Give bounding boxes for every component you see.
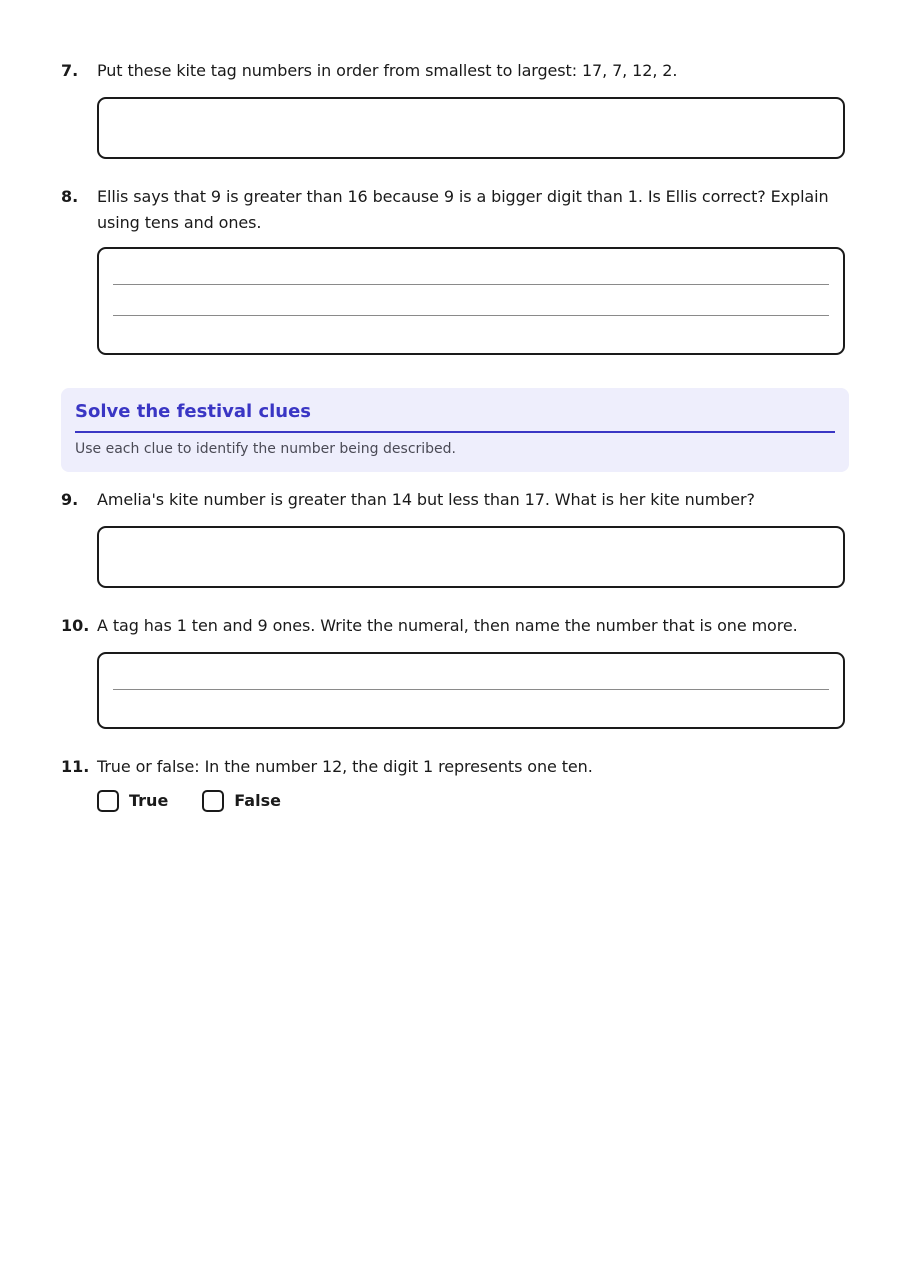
question-9 (61, 487, 849, 513)
true-option[interactable] (97, 789, 168, 813)
question-text: True or false: In the number 12, the digit 1 represents one ten. (97, 757, 593, 776)
section-divider (75, 431, 835, 433)
question-number: 8. (61, 187, 79, 206)
writing-line (113, 689, 829, 690)
true-label: True (129, 791, 169, 810)
question-number: 10. (61, 616, 90, 635)
answer-box-9[interactable] (97, 526, 845, 588)
false-label: False (234, 791, 281, 810)
answer-box-7[interactable] (97, 97, 845, 159)
question-text: Ellis says that 9 is greater than 16 because 9 is a bigger digit than 1. Is Ellis correct? Explain using tens and ones. (97, 187, 829, 232)
writing-line (113, 284, 829, 285)
question-8 (61, 184, 849, 236)
question-text: Put these kite tag numbers in order from smallest to largest: 17, 7, 12, 2. (97, 61, 678, 80)
question-11 (61, 754, 849, 780)
question-7 (61, 58, 849, 84)
question-text: Amelia's kite number is greater than 14 but less than 17. What is her kite number? (97, 490, 755, 509)
writing-line (113, 315, 829, 316)
question-text: A tag has 1 ten and 9 ones. Write the numeral, then name the number that is one more. (97, 616, 798, 635)
true-checkbox[interactable] (97, 790, 119, 812)
question-number: 7. (61, 61, 79, 80)
section-header (61, 388, 849, 472)
false-option[interactable] (202, 789, 281, 813)
question-10 (61, 613, 849, 639)
section-title: Solve the festival clues (75, 401, 312, 422)
question-number: 11. (61, 757, 90, 776)
answer-box-10[interactable] (97, 652, 845, 729)
false-checkbox[interactable] (202, 790, 224, 812)
answer-box-8[interactable] (97, 247, 845, 355)
question-number: 9. (61, 490, 79, 509)
section-subtitle: Use each clue to identify the number being described. (75, 441, 456, 457)
true-false-choices (97, 789, 315, 813)
